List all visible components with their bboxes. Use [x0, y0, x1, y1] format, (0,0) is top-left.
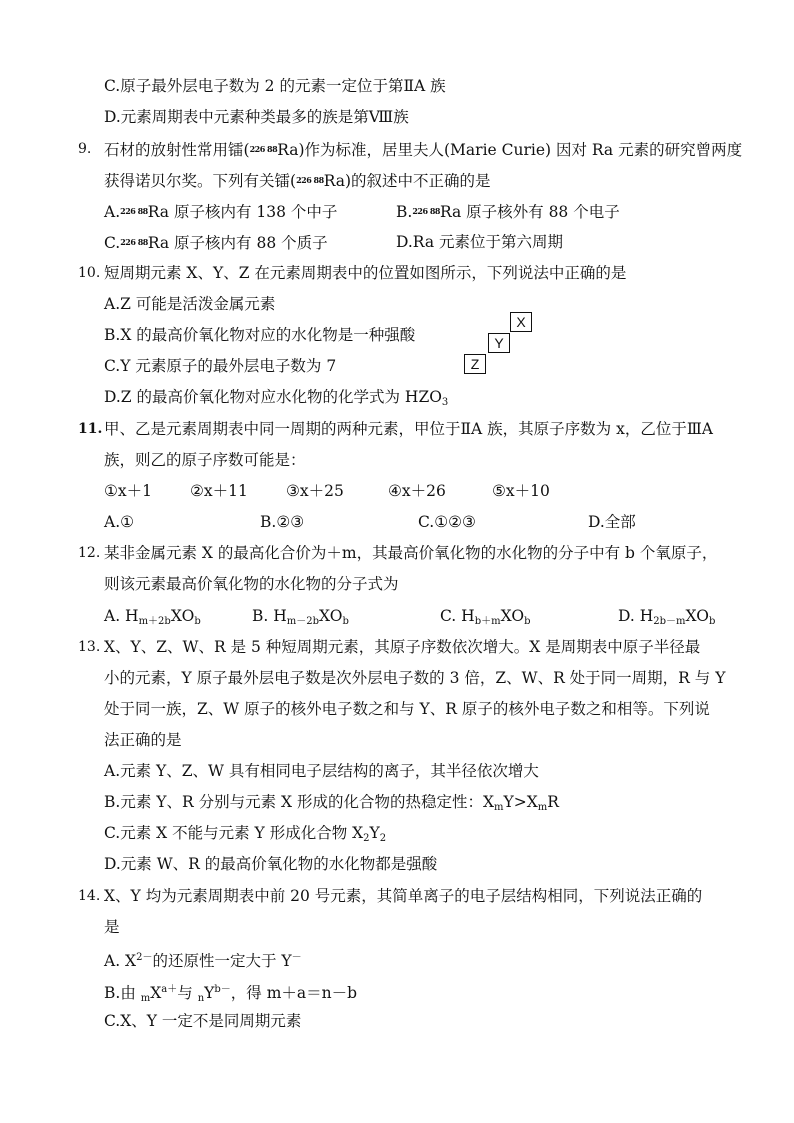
q11-choice-5: ⑤x＋10	[492, 482, 550, 500]
q9-option-d: D.Ra 元素位于第六周期	[396, 233, 563, 251]
q13-option-a: A.元素 Y、Z、W 具有相同电子层结构的离子，其半径依次增大	[104, 762, 539, 780]
isotope-label: 226 88	[249, 144, 278, 154]
q14-option-a: A. $X^{2-}$的还原性一定大于 Y－	[104, 952, 302, 970]
q13-number: 13.	[78, 639, 101, 655]
element-box-y: Y	[488, 333, 510, 353]
q14-option-b: B.由 $_mX^{a+}$与 $_nY^{b-}$，得 m＋a＝n－b	[104, 984, 358, 1004]
q13-option-b: B.元素 Y、R 分别与元素 X 形成的化合物的热稳定性：$X_mY>X_mR$	[104, 793, 559, 813]
q12-option-d: D. $H_{2b-m}XO_b$	[618, 607, 716, 627]
q9-number: 9.	[78, 141, 92, 157]
q11-choice-4: ④x＋26	[388, 482, 446, 500]
q14-stem-line2: 是	[104, 918, 120, 936]
q14-stem-line1: X、Y 均为元素周期表中前 20 号元素，其简单离子的电子层结构相同，下列说法正确的	[104, 887, 703, 905]
q8-option-c: C.原子最外层电子数为 2 的元素一定位于第ⅡA 族	[104, 77, 446, 95]
q9-option-c: C.226 88Ra 原子核内有 88 个质子	[104, 234, 328, 252]
q9-option-b: B.226 88Ra 原子核外有 88 个电子	[396, 203, 620, 221]
q13-stem-line1: X、Y、Z、W、R 是 5 种短周期元素，其原子序数依次增大。X 是周期表中原子半径最	[104, 638, 701, 656]
q11-answer-c: C.①②③	[418, 513, 476, 531]
q11-answer-d: D.全部	[588, 513, 636, 531]
q13-option-c: C.元素 X 不能与元素 Y 形成化合物 $X_2Y_2$	[104, 824, 387, 844]
q10-option-b: B.X 的最高价氧化物对应的水化物是一种强酸	[104, 326, 416, 344]
q12-option-a: A. $H_{m+2b}XO_b$	[104, 607, 201, 627]
q12-stem-line2: 则该元素最高价氧化物的水化物的分子式为	[104, 575, 399, 593]
q12-option-b: B. $H_{m-2b}XO_b$	[252, 607, 349, 627]
element-box-z: Z	[464, 354, 486, 374]
q13-stem-line3: 处于同一族，Z、W 原子的核外电子数之和与 Y、R 原子的核外电子数之和相等。下列说	[104, 700, 710, 718]
q12-stem-line1: 某非金属元素 X 的最高化合价为＋m，其最高价氧化物的水化物的分子中有 b 个氧原子，	[104, 544, 718, 562]
q10-option-c: C.Y 元素原子的最外层电子数为 7	[104, 357, 337, 375]
q13-option-d: D.元素 W、R 的最高价氧化物的水化物都是强酸	[104, 855, 438, 873]
q11-answer-a: A.①	[104, 513, 135, 531]
q13-stem-line4: 法正确的是	[104, 731, 182, 749]
q11-stem-line2: 族，则乙的原子序数可能是：	[104, 451, 306, 469]
q9-stem-line2: 获得诺贝尔奖。下列有关镭(226 88Ra)的叙述中不正确的是	[104, 172, 491, 190]
q14-number: 14.	[78, 888, 101, 904]
q9-stem-line1: 石材的放射性常用镭(226 88Ra)作为标准，居里夫人(Marie Curie) 因对 Ra 元素的研究曾两度	[104, 141, 743, 159]
q9-option-a: A.226 88Ra 原子核内有 138 个中子	[104, 203, 338, 221]
q11-answer-b: B.②③	[260, 513, 305, 531]
q12-number: 12.	[78, 545, 101, 561]
q12-option-c: C. $H_{b+m}XO_b$	[440, 607, 531, 627]
q14-option-c: C.X、Y 一定不是同周期元素	[104, 1012, 302, 1030]
isotope-label: 226 88	[296, 175, 324, 185]
q10-stem: 短周期元素 X、Y、Z 在元素周期表中的位置如图所示，下列说法中正确的是	[104, 264, 627, 282]
q11-choice-3: ③x＋25	[286, 482, 344, 500]
q11-choice-2: ②x＋11	[190, 482, 248, 500]
q11-number: 11.	[78, 421, 103, 437]
q13-stem-line2: 小的元素，Y 原子最外层电子数是次外层电子数的 3 倍，Z、W、R 处于同一周期，R 与 Y	[104, 669, 726, 687]
element-box-x: X	[510, 312, 532, 332]
q11-choice-1: ①x＋1	[104, 482, 152, 500]
q10-option-a: A.Z 可能是活泼金属元素	[104, 295, 276, 313]
q8-option-d: D.元素周期表中元素种类最多的族是第Ⅷ族	[104, 108, 409, 126]
q10-option-d: D.Z 的最高价氧化物对应水化物的化学式为 $HZO_3$	[104, 388, 449, 408]
q11-stem-line1: 甲、乙是元素周期表中同一周期的两种元素，甲位于ⅡA 族，其原子序数为 x，乙位于ⅢA	[104, 420, 713, 438]
q10-number: 10.	[78, 265, 101, 281]
